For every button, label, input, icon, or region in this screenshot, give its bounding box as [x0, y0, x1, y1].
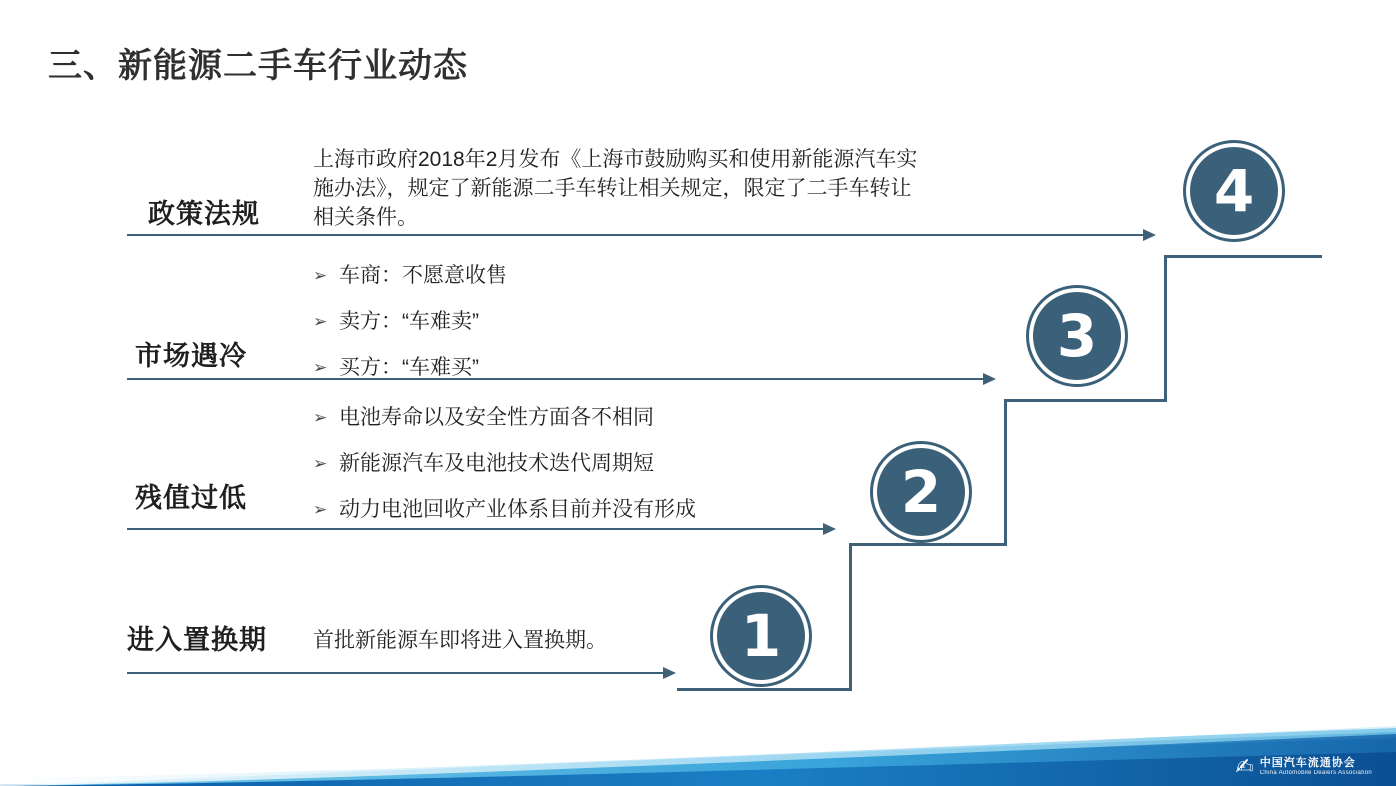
- step-connector-h1: [677, 688, 852, 691]
- association-logo: [1235, 756, 1372, 778]
- stage-3-arrowhead: [983, 373, 996, 385]
- logo-text-en: China Automobile Dealers Association: [1259, 769, 1372, 776]
- list-item: [313, 308, 507, 337]
- stage-3-bullets: [313, 262, 507, 383]
- stage-2-number: 2: [873, 444, 969, 540]
- list-item-label: 买方：“车难买”: [339, 355, 479, 379]
- stage-3-number: 3: [1029, 288, 1125, 384]
- step-connector-v3: [1164, 255, 1167, 402]
- stage-1-arrowhead: [663, 667, 676, 679]
- list-item-label: 电池寿命以及安全性方面各不相同: [339, 406, 654, 429]
- stage-4-number: 4: [1186, 143, 1282, 239]
- stage-2-baseline: [127, 528, 827, 530]
- list-item: [313, 404, 696, 433]
- list-item-label: 车商：不愿意收售: [339, 264, 507, 287]
- bullet-arrow-icon: ➢: [313, 499, 328, 519]
- step-connector-h3: [1004, 399, 1167, 402]
- list-item-label: 卖方：“车难卖”: [339, 309, 479, 333]
- stage-2-bullets: [313, 404, 696, 525]
- footer-swoosh-icon: [0, 726, 1396, 786]
- step-connector-v2: [1004, 399, 1007, 546]
- step-connector-h2: [849, 543, 1007, 546]
- stage-3-label: 市场遇冷: [135, 341, 247, 371]
- list-item: [313, 354, 507, 383]
- step-connector-v1: [849, 543, 852, 691]
- list-item-label: 新能源汽车及电池技术迭代周期短: [339, 451, 654, 475]
- bullet-arrow-icon: ➢: [313, 408, 328, 427]
- stage-2-arrowhead: [823, 523, 836, 535]
- list-item: [313, 450, 696, 479]
- list-item: [313, 262, 507, 291]
- page-title: 三、新能源二手车行业动态: [48, 47, 468, 85]
- stage-4-label: 政策法规: [148, 199, 260, 229]
- stage-1-paragraph: 首批新能源车即将进入置换期。: [313, 629, 607, 652]
- stage-4-arrowhead: [1143, 229, 1156, 241]
- stage-3-baseline: [127, 378, 987, 380]
- stage-4-baseline: [127, 234, 1147, 236]
- footer-decoration: [0, 726, 1396, 786]
- logo-text-cn: 中国汽车流通协会: [1259, 757, 1356, 770]
- logo-mark-icon: ✍: [1235, 754, 1254, 779]
- bullet-arrow-icon: ➢: [313, 311, 328, 331]
- stage-1-number: 1: [713, 588, 809, 684]
- list-item-label: 动力电池回收产业体系目前并没有形成: [339, 497, 696, 521]
- bullet-arrow-icon: ➢: [313, 453, 328, 473]
- step-connector-h4: [1164, 255, 1322, 258]
- logo-text: [1260, 757, 1372, 777]
- bullet-arrow-icon: ➢: [313, 266, 328, 285]
- list-item: [313, 496, 696, 525]
- bullet-arrow-icon: ➢: [313, 357, 328, 377]
- stage-1-label: 进入置换期: [127, 625, 267, 655]
- stage-1-baseline: [127, 672, 667, 674]
- stage-2-label: 残值过低: [135, 483, 247, 513]
- stage-4-paragraph: 上海市政府2018年2月发布《上海市鼓励购买和使用新能源汽车实施办法》，规定了新能源二手车转让相关规定，限定了二手车转让相关条件。: [313, 148, 918, 229]
